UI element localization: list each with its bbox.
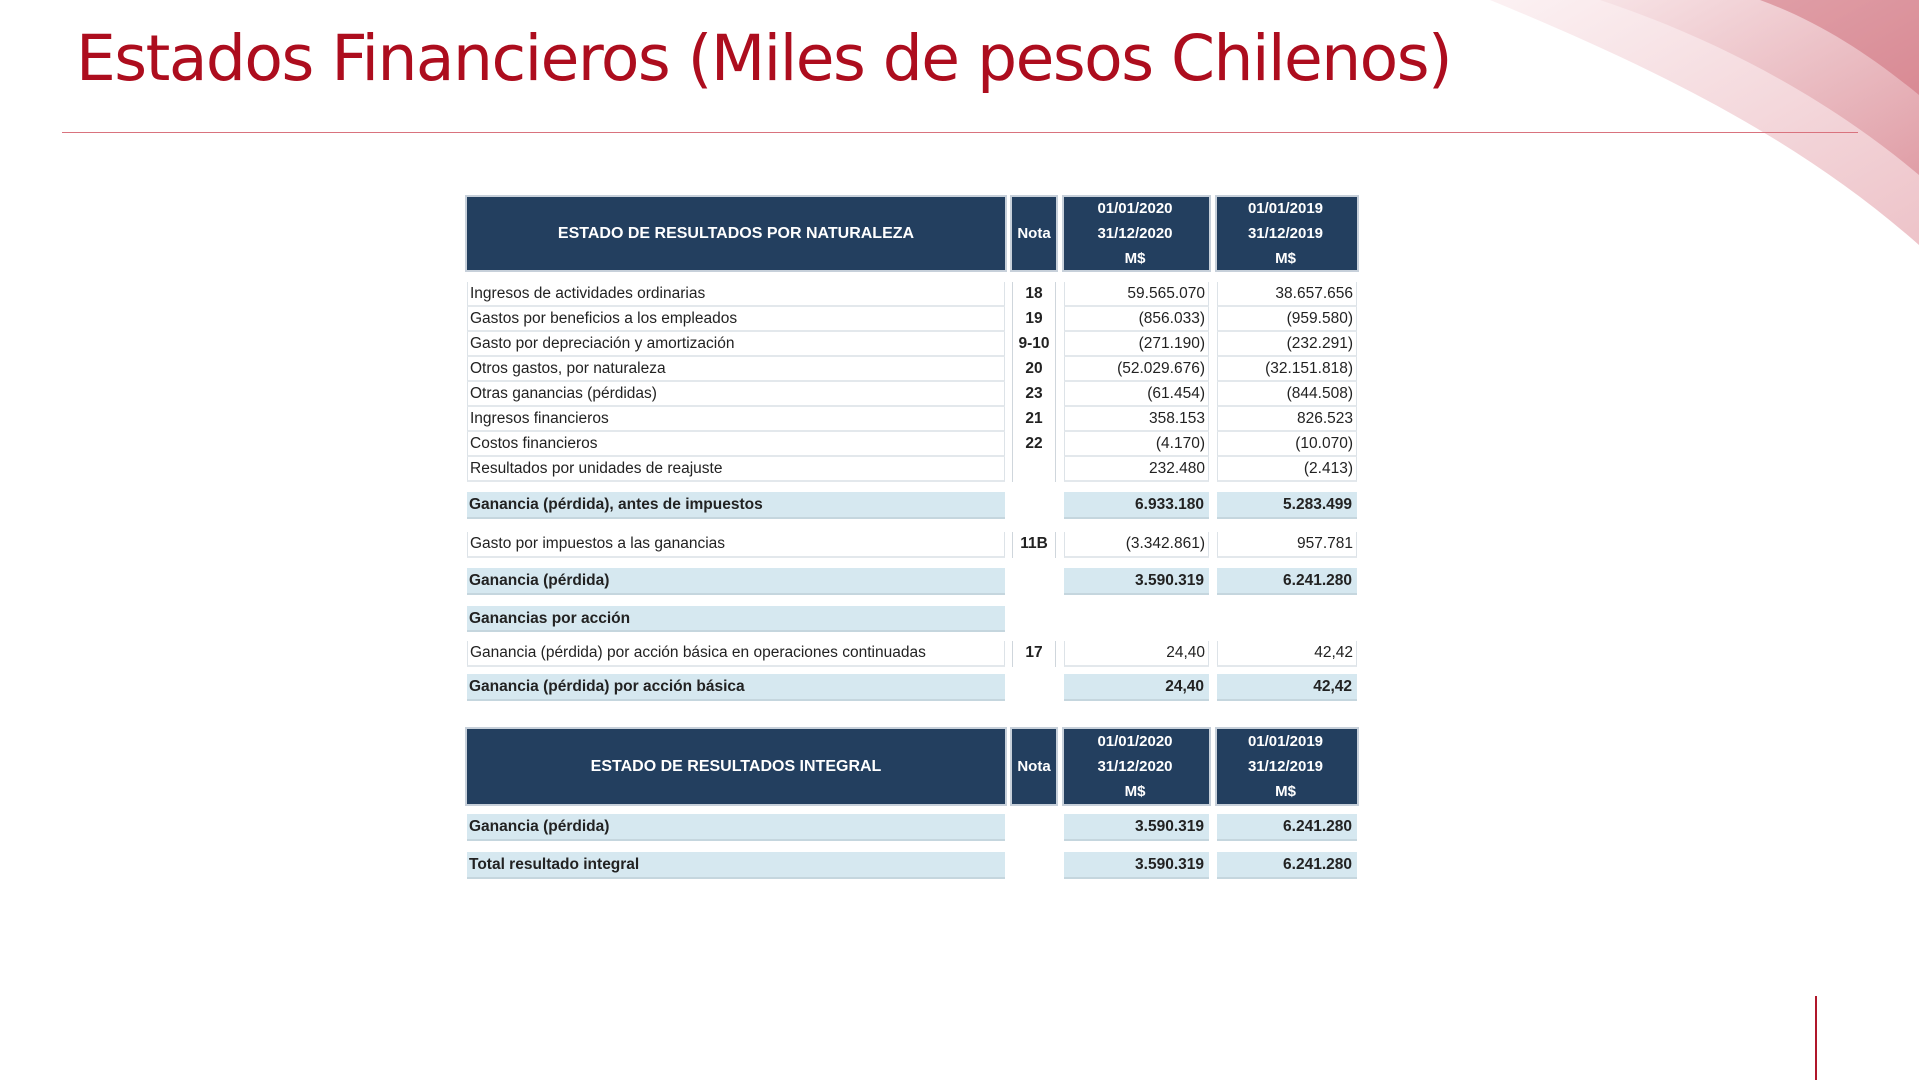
header-date-to: 31/12/2019 bbox=[1247, 225, 1324, 242]
row-value-2019: 5.283.499 bbox=[1217, 492, 1357, 519]
footer-accent-line bbox=[1815, 996, 1817, 1080]
row-value-2020: (3.342.861) bbox=[1064, 532, 1209, 558]
row-label: Otras ganancias (pérdidas) bbox=[467, 382, 1005, 407]
integral-header-col-2020 bbox=[1064, 729, 1209, 804]
row-nota: 9-10 bbox=[1012, 332, 1056, 357]
row-value-2019: (10.070) bbox=[1217, 432, 1357, 457]
row-label: Ganancia (pérdida) por acción básica bbox=[467, 674, 1005, 701]
header-currency: M$ bbox=[1275, 250, 1296, 267]
row-label: Otros gastos, por naturaleza bbox=[467, 357, 1005, 382]
row-value-2019: 6.241.280 bbox=[1217, 568, 1357, 595]
header-date-to: 31/12/2019 bbox=[1247, 758, 1324, 775]
row-value-2020: 24,40 bbox=[1064, 641, 1209, 667]
header-date-from: 01/01/2020 bbox=[1097, 200, 1173, 217]
row-value-2019: 42,42 bbox=[1217, 674, 1357, 701]
row-value-2020: (271.190) bbox=[1064, 332, 1209, 357]
row-value-2019: (959.580) bbox=[1217, 307, 1357, 332]
integral-header-col-2019 bbox=[1217, 729, 1357, 804]
row-nota: 23 bbox=[1012, 382, 1056, 407]
row-value-2020: 3.590.319 bbox=[1064, 568, 1209, 595]
table-row bbox=[467, 457, 1357, 482]
section-row-earnings-per-share bbox=[467, 606, 1357, 632]
income-statement-table bbox=[467, 197, 1357, 880]
header-date-to: 31/12/2020 bbox=[1097, 225, 1173, 242]
naturaleza-header-nota: Nota bbox=[1012, 197, 1056, 270]
row-value-2019: 957.781 bbox=[1217, 532, 1357, 558]
title-divider bbox=[62, 132, 1858, 133]
row-value-2020: (856.033) bbox=[1064, 307, 1209, 332]
row-label: Ganancia (pérdida), antes de impuestos bbox=[467, 492, 1005, 519]
row-value-2019: (32.151.818) bbox=[1217, 357, 1357, 382]
row-nota: 22 bbox=[1012, 432, 1056, 457]
row-value-2019: 6.241.280 bbox=[1217, 852, 1357, 879]
header-date-to: 31/12/2020 bbox=[1097, 758, 1173, 775]
table-row bbox=[467, 282, 1357, 307]
row-label: Total resultado integral bbox=[467, 852, 1005, 879]
row-value-2020: (4.170) bbox=[1064, 432, 1209, 457]
table-row bbox=[467, 407, 1357, 432]
row-nota: 19 bbox=[1012, 307, 1056, 332]
integral-row-total bbox=[467, 852, 1357, 879]
row-value-2019: 826.523 bbox=[1217, 407, 1357, 432]
row-value-2019: 42,42 bbox=[1217, 641, 1357, 667]
naturaleza-header-col-2020 bbox=[1064, 197, 1209, 270]
row-value-2019: (2.413) bbox=[1217, 457, 1357, 482]
row-nota: 21 bbox=[1012, 407, 1056, 432]
row-nota: 20 bbox=[1012, 357, 1056, 382]
row-value-2019: (844.508) bbox=[1217, 382, 1357, 407]
table-row-eps-continuing bbox=[467, 641, 1357, 667]
row-nota: 11B bbox=[1012, 532, 1056, 558]
total-row-eps-basic bbox=[467, 674, 1357, 701]
row-label: Gasto por depreciación y amortización bbox=[467, 332, 1005, 357]
naturaleza-header-row bbox=[467, 197, 1357, 270]
row-label: Ganancia (pérdida) bbox=[467, 568, 1005, 595]
header-currency: M$ bbox=[1275, 783, 1296, 800]
total-row-profit bbox=[467, 568, 1357, 595]
header-date-from: 01/01/2019 bbox=[1247, 733, 1324, 750]
table-row bbox=[467, 332, 1357, 357]
naturaleza-header-title: ESTADO DE RESULTADOS POR NATURALEZA bbox=[467, 197, 1005, 270]
row-value-2020: (61.454) bbox=[1064, 382, 1209, 407]
row-label: Ganancia (pérdida) bbox=[467, 814, 1005, 841]
integral-header-nota: Nota bbox=[1012, 729, 1056, 804]
integral-header-title: ESTADO DE RESULTADOS INTEGRAL bbox=[467, 729, 1005, 804]
table-row bbox=[467, 432, 1357, 457]
row-label: Gasto por impuestos a las ganancias bbox=[467, 532, 1005, 558]
section-label: Ganancias por acción bbox=[467, 606, 1005, 632]
total-row-before-tax bbox=[467, 492, 1357, 519]
header-currency: M$ bbox=[1124, 250, 1146, 267]
row-label: Ingresos de actividades ordinarias bbox=[467, 282, 1005, 307]
row-value-2020: 358.153 bbox=[1064, 407, 1209, 432]
row-nota: 17 bbox=[1012, 641, 1056, 667]
header-date-from: 01/01/2019 bbox=[1247, 200, 1324, 217]
row-value-2020: 3.590.319 bbox=[1064, 852, 1209, 879]
row-nota bbox=[1012, 457, 1056, 482]
row-value-2019: (232.291) bbox=[1217, 332, 1357, 357]
row-label: Ingresos financieros bbox=[467, 407, 1005, 432]
row-label: Ganancia (pérdida) por acción básica en operaciones continuadas bbox=[467, 641, 1005, 667]
table-row-taxes bbox=[467, 532, 1357, 558]
row-value-2020: 3.590.319 bbox=[1064, 814, 1209, 841]
row-value-2020: (52.029.676) bbox=[1064, 357, 1209, 382]
table-row bbox=[467, 382, 1357, 407]
row-value-2020: 59.565.070 bbox=[1064, 282, 1209, 307]
table-row bbox=[467, 307, 1357, 332]
row-value-2020: 24,40 bbox=[1064, 674, 1209, 701]
table-row bbox=[467, 357, 1357, 382]
header-currency: M$ bbox=[1124, 783, 1146, 800]
row-value-2019: 38.657.656 bbox=[1217, 282, 1357, 307]
naturaleza-header-col-2019 bbox=[1217, 197, 1357, 270]
row-label: Gastos por beneficios a los empleados bbox=[467, 307, 1005, 332]
slide-title: Estados Financieros (Miles de pesos Chilenos) bbox=[76, 22, 1452, 95]
integral-row-profit bbox=[467, 814, 1357, 841]
row-label: Costos financieros bbox=[467, 432, 1005, 457]
row-value-2019: 6.241.280 bbox=[1217, 814, 1357, 841]
row-label: Resultados por unidades de reajuste bbox=[467, 457, 1005, 482]
row-value-2020: 232.480 bbox=[1064, 457, 1209, 482]
row-nota: 18 bbox=[1012, 282, 1056, 307]
integral-header-row bbox=[467, 729, 1357, 804]
header-date-from: 01/01/2020 bbox=[1097, 733, 1173, 750]
row-value-2020: 6.933.180 bbox=[1064, 492, 1209, 519]
